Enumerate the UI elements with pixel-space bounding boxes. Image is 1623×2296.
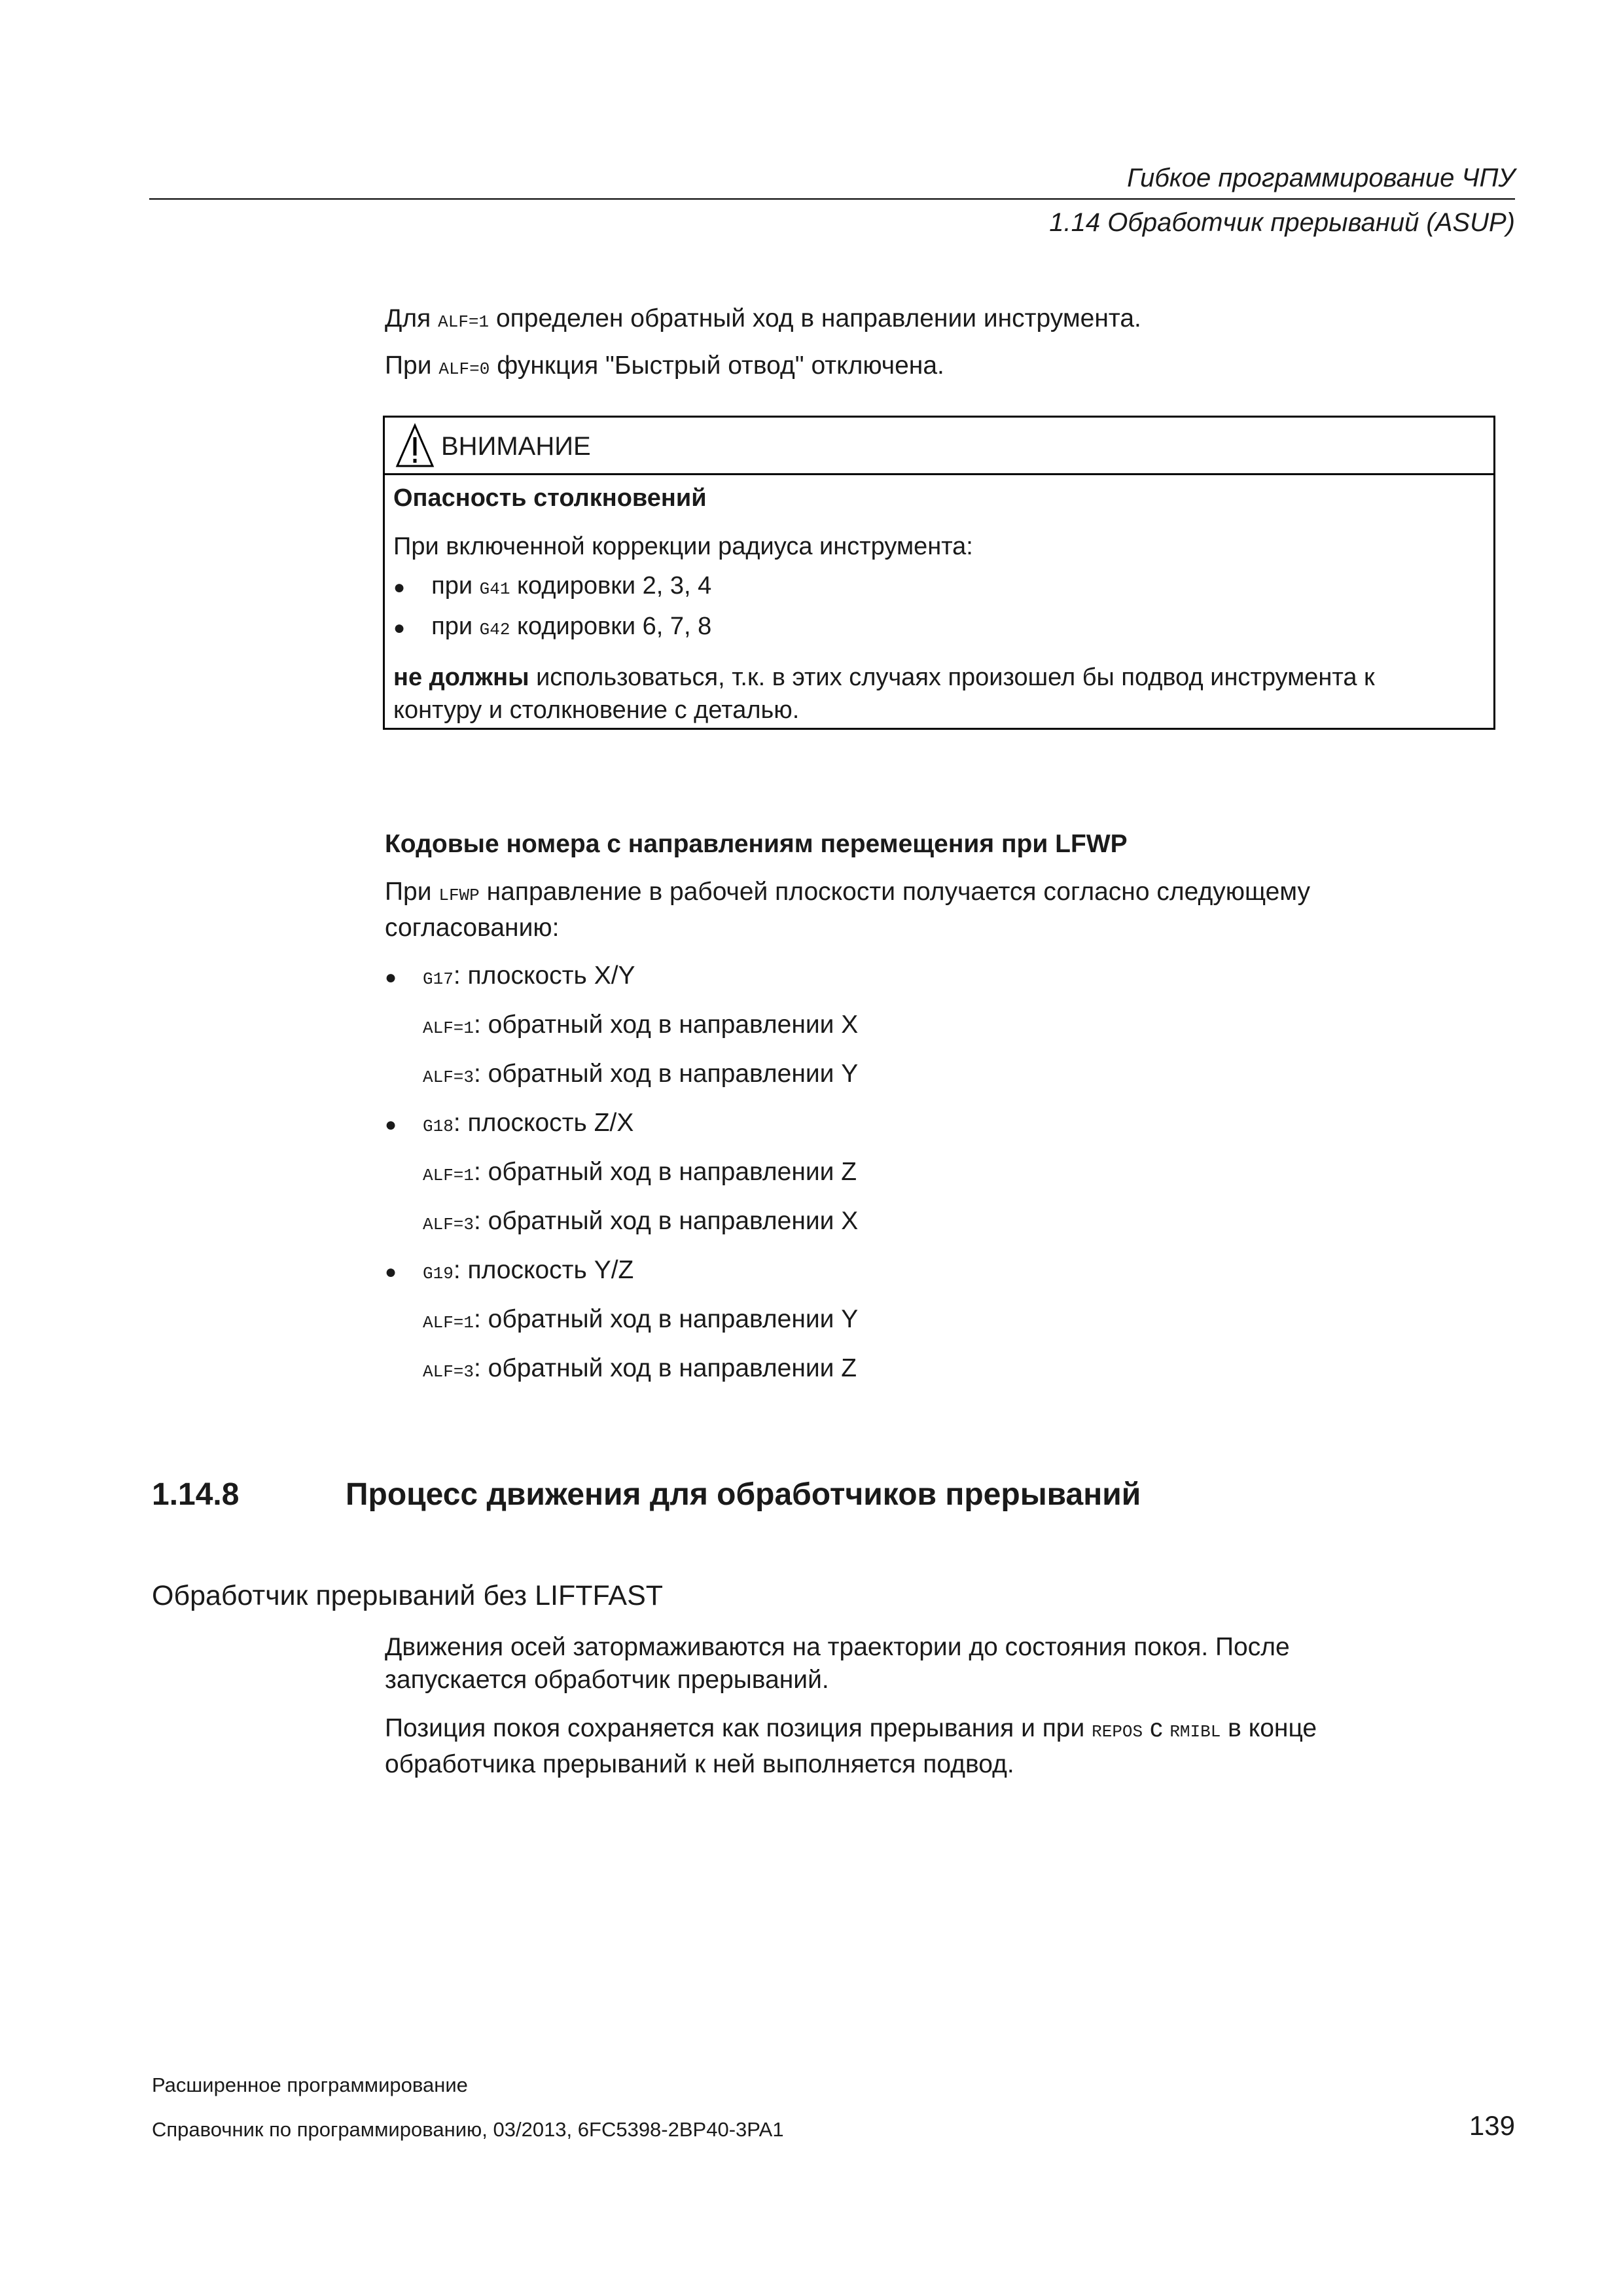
footer-book-title: Расширенное программирование (152, 2073, 468, 2096)
plane-g17-label: G17: плоскость X/Y (423, 961, 635, 990)
plane-g19-row-1: ALF=1: обратный ход в направлении Y (423, 1305, 859, 1333)
header-divider (149, 198, 1515, 200)
header-chapter-title: Гибкое программирование ЧПУ (1127, 164, 1515, 192)
bullet-icon: ● (393, 577, 406, 598)
page-number: 139 (1469, 2110, 1515, 2141)
bullet-icon: ● (385, 1261, 397, 1283)
plane-g18-label: G18: плоскость Z/X (423, 1109, 634, 1137)
code-alf1: ALF=1 (438, 312, 490, 332)
warning-triangle-icon (395, 423, 435, 469)
warning-header (385, 418, 1493, 475)
bullet-icon: ● (393, 617, 406, 639)
section-number: 1.14.8 (152, 1477, 240, 1512)
plane-g17 (385, 960, 397, 994)
subsection-paragraph-2: Позиция покоя сохраняется как позиция прерывания и при REPOS с RMIBL в конце обработчика прерываний к ней выполняется подвод. (385, 1714, 1317, 1778)
plane-g19-row-2: ALF=3: обратный ход в направлении Z (423, 1354, 857, 1382)
plane-g19 (385, 1254, 397, 1289)
warning-heading: Опасность столкновений (393, 484, 707, 512)
plane-g18 (385, 1107, 397, 1141)
lfwp-paragraph: При LFWP направление в рабочей плоскости получается согласно следующему согласованию: (385, 878, 1311, 942)
intro-line-1: Для ALF=1 определен обратный ход в направлении инструмента. (385, 304, 1141, 332)
header-section-title: 1.14 Обработчик прерываний (ASUP) (1049, 208, 1515, 237)
intro-line-2: При ALF=0 функция "Быстрый отвод" отключена. (385, 351, 944, 380)
lfwp-heading: Кодовые номера с направлениям перемещения при LFWP (385, 830, 1128, 858)
warning-box (383, 416, 1495, 730)
warning-item-g41: ● при G41 кодировки 2, 3, 4 (393, 572, 712, 600)
plane-g18-row-2: ALF=3: обратный ход в направлении X (423, 1207, 859, 1235)
section-title: Процесс движения для обработчиков прерываний (346, 1477, 1141, 1512)
subsection-paragraph-1: Движения осей затормаживаются на траектории до состояния покоя. После запускается обработчик прерываний. (385, 1633, 1290, 1694)
footer-book-reference: Справочник по программированию, 03/2013, 6FC5398-2BP40-3PA1 (152, 2118, 784, 2141)
warning-title: ВНИМАНИЕ (441, 432, 591, 461)
plane-g19-label: G19: плоскость Y/Z (423, 1256, 634, 1284)
warning-item-g42: ● при G42 кодировки 6, 7, 8 (393, 613, 712, 640)
warning-closing: не должны использоваться, т.к. в этих случаях произошел бы подвод инструмента к контуру и столкновение с деталью. (393, 664, 1375, 724)
subsection-title: Обработчик прерываний без LIFTFAST (152, 1580, 664, 1611)
plane-g17-row-2: ALF=3: обратный ход в направлении Y (423, 1060, 859, 1088)
code-alf0: ALF=0 (438, 359, 490, 379)
plane-g17-row-1: ALF=1: обратный ход в направлении X (423, 1011, 859, 1039)
warning-lead: При включенной коррекции радиуса инструмента: (393, 533, 973, 560)
plane-g18-row-1: ALF=1: обратный ход в направлении Z (423, 1158, 857, 1186)
bullet-icon: ● (385, 967, 397, 988)
bullet-icon: ● (385, 1114, 397, 1136)
